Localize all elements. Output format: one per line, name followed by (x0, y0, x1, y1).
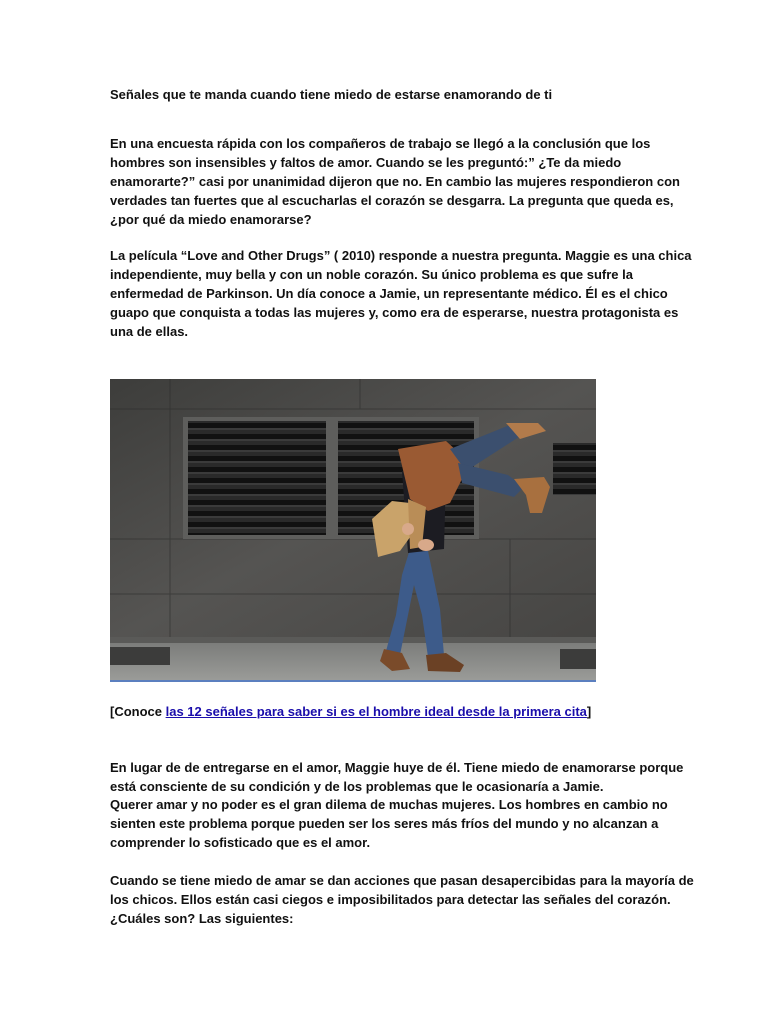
paragraph-line: La película “Love and Other Drugs” ( 2010) responde a nuestra pregunta. Maggie es una chica (110, 248, 692, 263)
paragraph-line: Querer amar y no poder es el gran dilema de muchas mujeres. Los hombres en cambio no (110, 797, 668, 812)
paragraph-line: verdades tan fuertes que al escucharlas el corazón se desgarra. La pregunta que queda es, (110, 193, 674, 208)
paragraph-line: está consciente de su condición y de los problemas que le ocasionaría a Jamie. (110, 779, 604, 794)
paragraph-dilemma (110, 795, 668, 852)
paragraph-movie (110, 246, 692, 341)
paragraph-line: independiente, muy bella y con un noble corazón. Su único problema es que sufre la (110, 267, 633, 282)
paragraph-line: En lugar de de entregarse en el amor, Maggie huye de él. Tiene miedo de enamorarse porque (110, 760, 684, 775)
paragraph-line: una de ellas. (110, 324, 189, 339)
paragraph-signals (110, 871, 694, 928)
paragraph-line: hombres son insensibles y faltos de amor. Cuando se les preguntó:” ¿Te da miedo (110, 155, 622, 170)
paragraph-line: los chicos. Ellos están casi ciegos e imposibilitados para detectar las señales del corazón. (110, 892, 671, 907)
related-article-link[interactable]: las 12 señales para saber si es el hombre ideal desde la primera cita (165, 704, 587, 719)
paragraph-line: comprender lo sofisticado que es el amor. (110, 835, 371, 850)
couple-photo (110, 379, 596, 682)
paragraph-line: ¿por qué da miedo enamorarse? (110, 212, 312, 227)
related-link-line (110, 702, 591, 721)
link-prefix: [Conoce (110, 704, 166, 719)
paragraph-line: guapo que conquista a todas las mujeres y, como era de esperarse, nuestra protagonista es (110, 305, 679, 320)
paragraph-line: enamorarte?” casi por unanimidad dijeron que no. En cambio las mujeres respondieron con (110, 174, 680, 189)
article-title: Señales que te manda cuando tiene miedo de estarse enamorando de ti (110, 87, 553, 102)
paragraph-line: sienten este problema porque pueden ser los seres más fríos del mundo y no alcanzan a (110, 816, 659, 831)
paragraph-line: Cuando se tiene miedo de amar se dan acciones que pasan desapercibidas para la mayoría de (110, 873, 694, 888)
paragraph-line: enfermedad de Parkinson. Un día conoce a Jamie, un representante médico. Él es el chico (110, 286, 668, 301)
link-suffix: ] (586, 704, 592, 719)
paragraph-line: ¿Cuáles son? Las siguientes: (110, 911, 294, 926)
paragraph-maggie (110, 758, 684, 796)
paragraph-line: En una encuesta rápida con los compañeros de trabajo se llegó a la conclusión que los (110, 136, 651, 151)
paragraph-intro (110, 134, 680, 229)
